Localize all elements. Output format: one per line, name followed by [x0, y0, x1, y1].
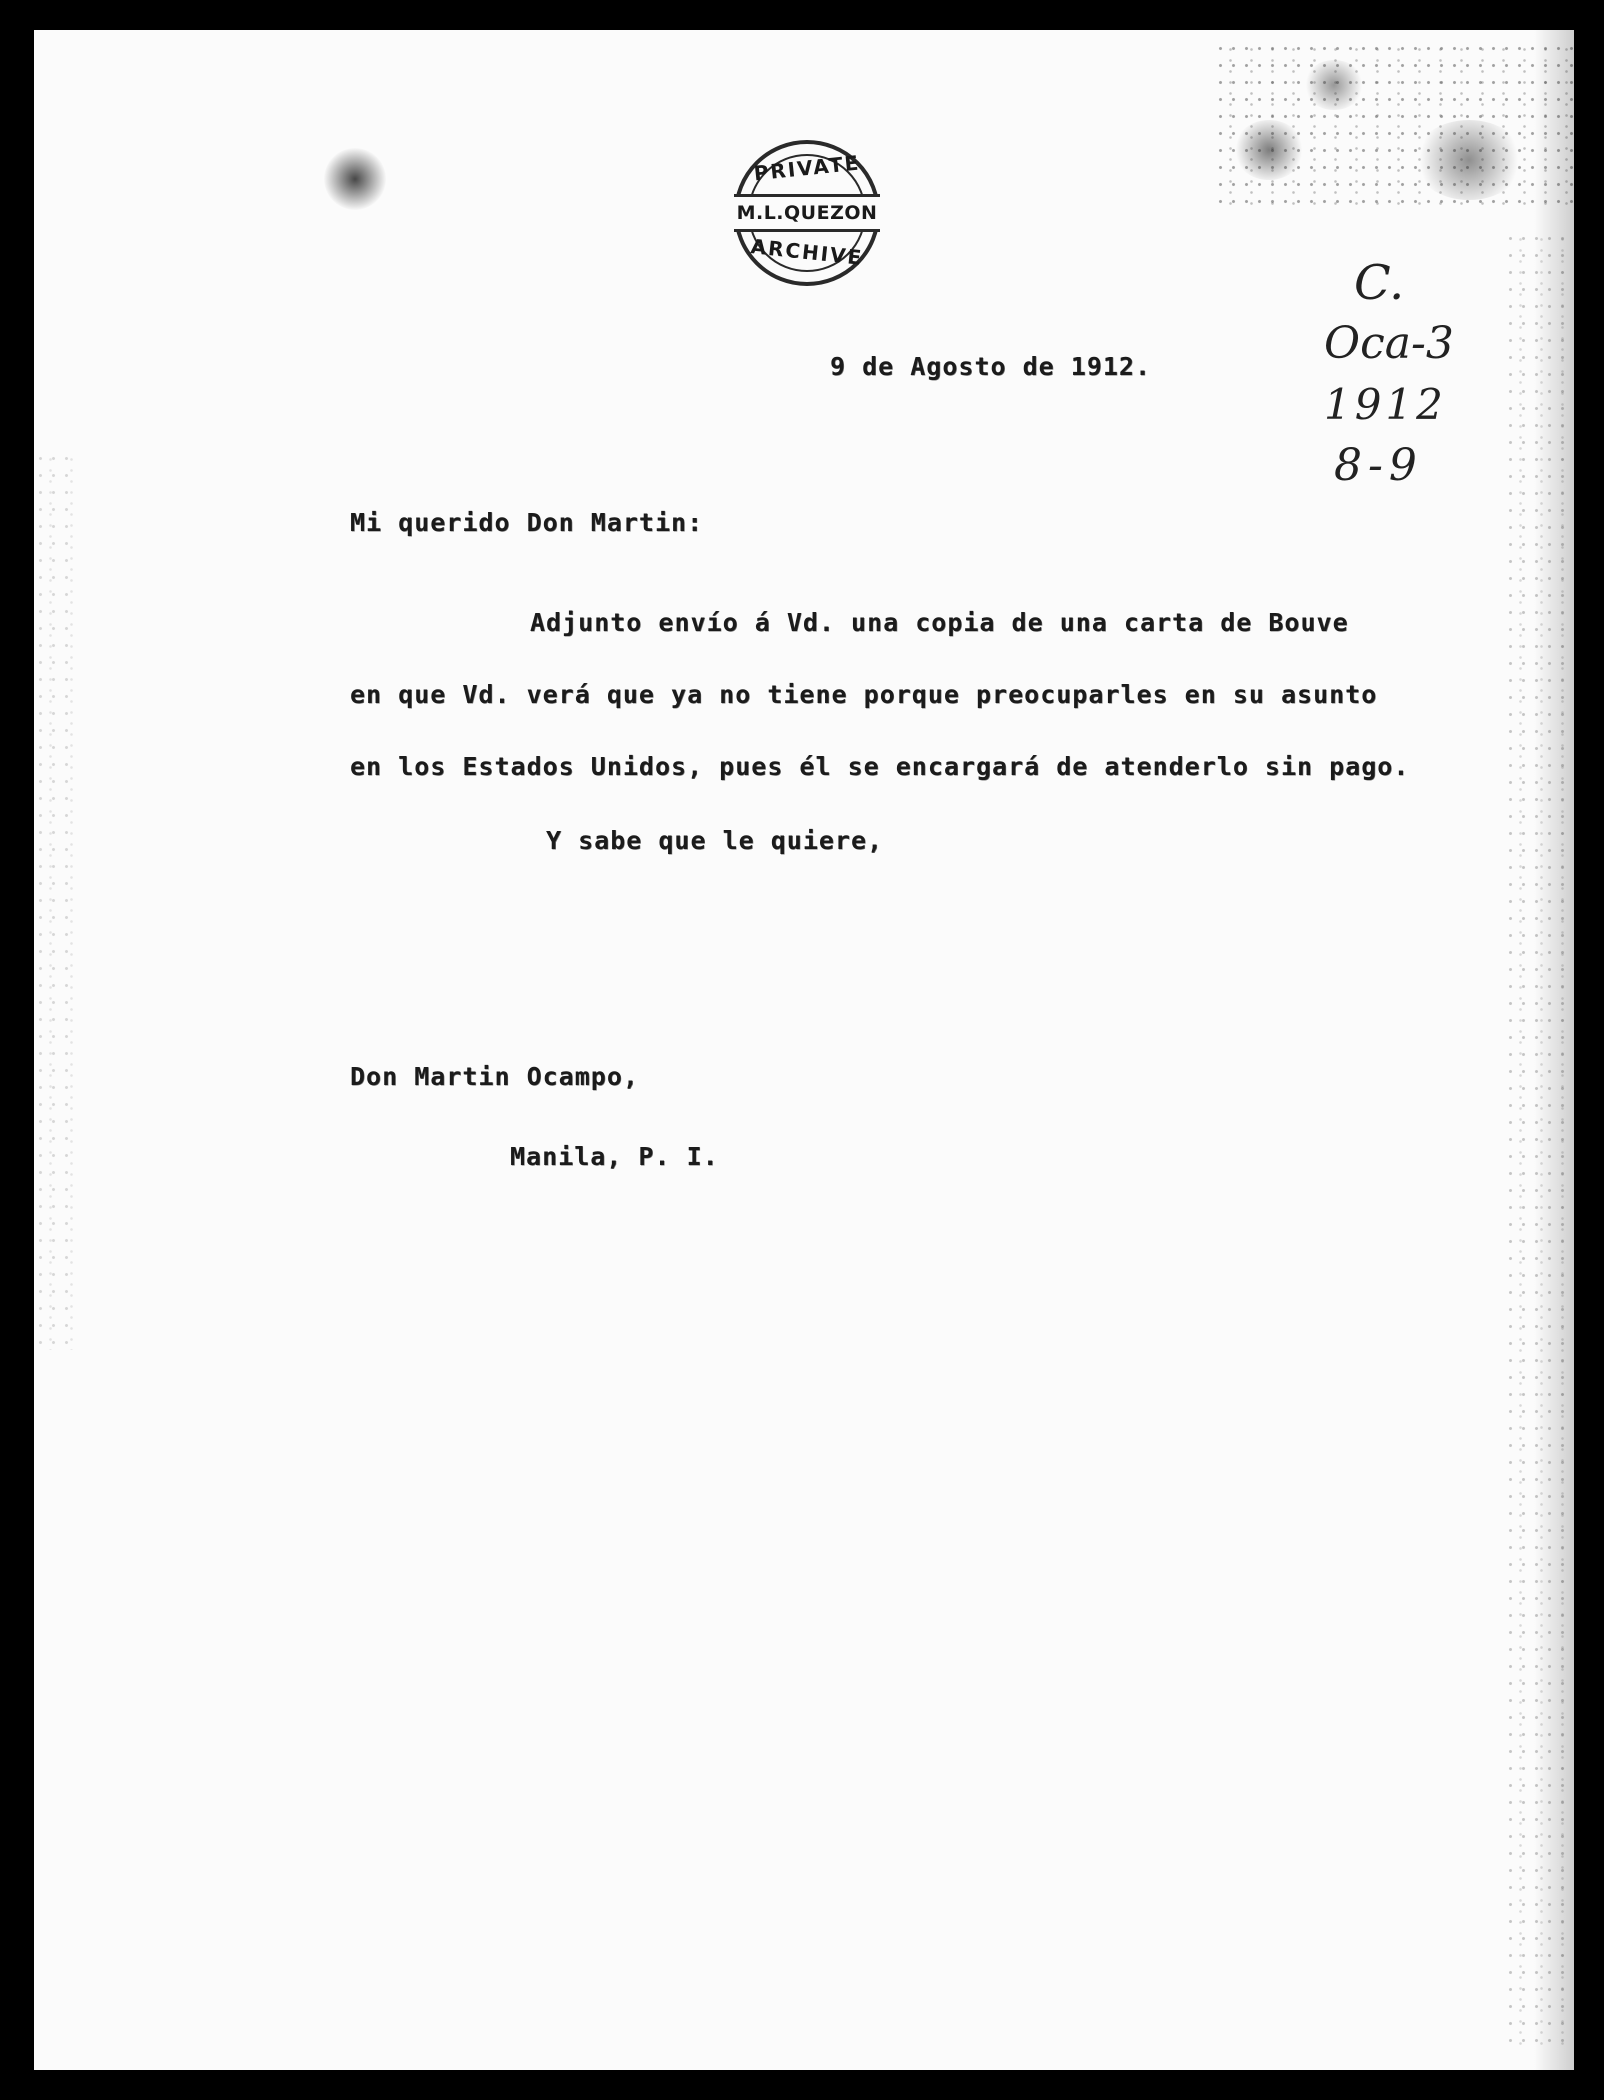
stamp-top-text: PRIVATE: [752, 150, 862, 186]
stain-blotch: [1234, 120, 1304, 180]
letter-body-line: en los Estados Unidos, pues él se encargará de atenderlo sin pago.: [350, 752, 1410, 781]
handwritten-note-line1: C.: [1354, 255, 1405, 311]
stamp-center-text: M.L.QUEZON: [734, 194, 880, 232]
letter-page: [34, 30, 1574, 2070]
stain-blotch: [1414, 120, 1524, 200]
ink-smudge: [324, 148, 386, 210]
stamp-bottom-text: ARCHIVE: [749, 234, 865, 270]
edge-shadow: [1534, 30, 1574, 2070]
letter-salutation: Mi querido Don Martin:: [350, 508, 704, 537]
recipient-name: Don Martin Ocampo,: [350, 1062, 639, 1091]
letter-body-line: Adjunto envío á Vd. una copia de una carta de Bouve: [530, 608, 1349, 637]
handwritten-note-line4: 8-9: [1334, 440, 1423, 491]
recipient-place: Manila, P. I.: [510, 1142, 719, 1171]
stain-blotch: [1304, 60, 1364, 110]
letter-body-line: en que Vd. verá que ya no tiene porque preocuparles en su asunto: [350, 680, 1378, 709]
archive-stamp: [734, 140, 880, 286]
handwritten-note-line3: 1912: [1324, 380, 1447, 429]
handwritten-note-line2: Oca-3: [1324, 318, 1454, 369]
letter-date: 9 de Agosto de 1912.: [830, 352, 1152, 381]
edge-speckle: [34, 450, 74, 1350]
letter-closing: Y sabe que le quiere,: [546, 826, 884, 855]
